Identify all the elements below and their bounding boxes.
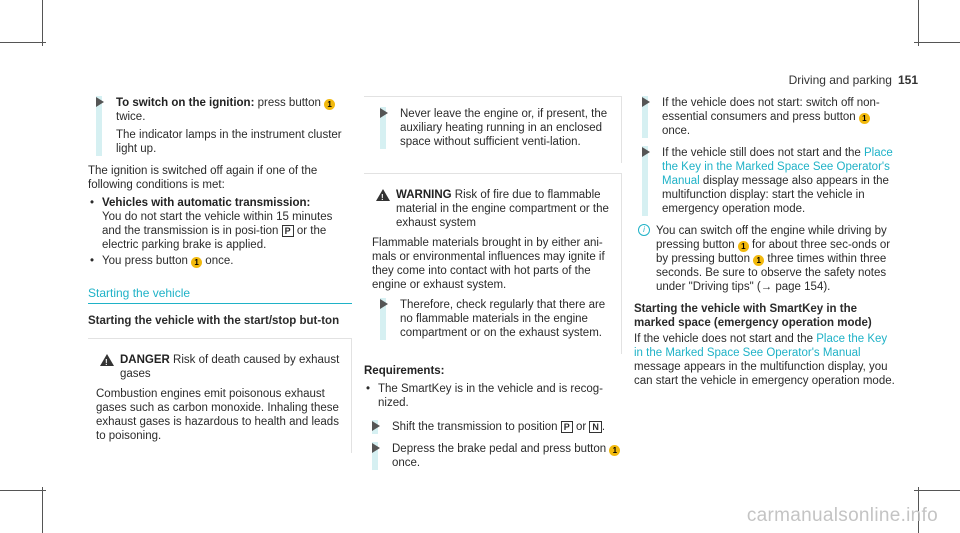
step-text: Never leave the engine or, if present, the auxiliary heating running in an enclosed space without sufficient venti-lation. (400, 108, 608, 148)
step-switch-on-ignition (88, 96, 352, 156)
step-text: once. (662, 125, 691, 137)
warning-body: Flammable materials brought in by either ani-mals or environmental influences may ignite if they come into contact with hot parts of the engine or exhaust system. (372, 237, 605, 291)
danger-box-continued (364, 96, 622, 163)
position-p-icon: P (282, 225, 294, 237)
bullet-text: once. (205, 255, 234, 267)
step-text: once. (392, 457, 421, 469)
button-1-icon: 1 (753, 255, 764, 266)
list-item (88, 254, 352, 268)
bullet-text: You press button (102, 255, 188, 267)
danger-box (88, 338, 352, 453)
info-text: You can switch off the engine while driving by pressing button (656, 225, 887, 251)
button-1-icon: 1 (738, 241, 749, 252)
step-text: Therefore, check regularly that there are no flammable materials in the engine compartment or on the exhaust system. (400, 299, 606, 339)
button-1-icon: 1 (609, 445, 620, 456)
bullet-text: or the electric parking brake is applied. (102, 225, 327, 251)
step-text: twice. (116, 111, 146, 123)
step-arrow-icon (642, 97, 650, 107)
step-text: press button (257, 97, 321, 109)
warning-triangle-icon (100, 354, 114, 366)
step-switch-off-consumers (634, 96, 896, 138)
column-1 (88, 96, 352, 453)
step-text: If the vehicle still does not start and the (662, 147, 861, 159)
button-1-icon: 1 (324, 99, 335, 110)
step-check-regularly (372, 298, 615, 340)
step-arrow-icon (372, 421, 380, 431)
button-1-icon: 1 (859, 113, 870, 124)
position-p-icon: P (561, 421, 573, 433)
warning-header (372, 188, 615, 230)
step-arrow-icon (372, 443, 380, 453)
body-text: If the vehicle does not start and the (634, 333, 814, 345)
warning-title: Risk of fire due to flammable material in the engine compartment or the exhaust system (396, 189, 609, 229)
step-text: The indicator lamps in the instrument cluster light up. (116, 129, 342, 155)
crop-mark (42, 0, 43, 46)
step-emergency-mode (634, 146, 896, 216)
page-number: 151 (897, 73, 918, 87)
info-text: for about three sec-onds or by pressing button (656, 239, 891, 265)
crop-mark (914, 42, 960, 43)
bullet-text: You do not start the vehicle within 15 minutes and the transmission is in posi-tion (102, 211, 333, 237)
button-1-icon: 1 (191, 257, 202, 268)
warning-label: WARNING (396, 189, 452, 201)
crop-mark (914, 490, 960, 491)
column-3 (634, 96, 896, 392)
step-arrow-icon (642, 147, 650, 157)
danger-body: Combustion engines emit poisonous exhaust gases such as carbon monoxide. Inhaling these exhaust gases is hazardous to health and leads to poisoning. (96, 388, 339, 442)
danger-header (96, 353, 345, 381)
body-text: message appears in the multifunction display, you can start the vehicle in emergency operation mode. (634, 361, 895, 387)
crop-mark (0, 42, 46, 43)
step-title: To switch on the ignition: (116, 97, 255, 109)
step-shift-transmission: Shift the transmission to position P or N . (364, 420, 622, 434)
step-text: Depress the brake pedal and press button (392, 443, 607, 455)
step-text: display message also appears in the multifunction display: start the vehicle in emergency operation mode. (662, 175, 889, 215)
section-title: Starting the vehicle (88, 286, 352, 304)
list-item (88, 196, 352, 252)
step-text: If the vehicle does not start: switch off non-essential consumers and press button (662, 97, 880, 123)
step-arrow-icon (96, 97, 104, 107)
step-text: Shift the transmission to position (392, 421, 558, 433)
step-arrow-icon (380, 108, 388, 118)
paragraph: The ignition is switched off again if one of the following conditions is met: (88, 165, 318, 191)
step-arrow-icon (380, 299, 388, 309)
crop-mark (918, 0, 919, 46)
step-depress-brake (364, 442, 622, 470)
step-text: or (575, 421, 587, 433)
danger-title: Risk of death caused by exhaust gases (120, 354, 340, 380)
danger-label: DANGER (120, 354, 170, 366)
crop-mark (42, 487, 43, 533)
page-header (789, 73, 918, 87)
bullet-title: Vehicles with automatic transmission: (102, 197, 311, 209)
watermark: carmanualsonline.info (746, 505, 938, 526)
bullet-text: The SmartKey is in the vehicle and is recog-nized. (378, 383, 603, 409)
warning-triangle-icon (376, 189, 390, 201)
crop-mark (0, 490, 46, 491)
display-message-link[interactable]: Place the Key in the Marked Space See Operator's Manual (634, 333, 888, 359)
subheading: Starting the vehicle with SmartKey in the marked space (emergency operation mode) (634, 303, 872, 329)
requirements-title: Requirements: (364, 365, 445, 377)
section-name: Driving and parking (788, 73, 892, 87)
position-n-icon: N (589, 421, 602, 433)
subheading: Starting the vehicle with the start/stop but-ton (88, 315, 340, 327)
info-text: three times within three seconds. Be sure to observe the safety notes under "Driving tips" (→ page 154). (656, 253, 887, 293)
info-note (634, 224, 896, 294)
column-2 (364, 96, 622, 478)
display-message-link[interactable]: Place the Key in the Marked Space See Operator's Manual (662, 147, 893, 187)
list-item (364, 382, 622, 410)
step-never-leave-engine (372, 107, 615, 149)
warning-box (364, 173, 622, 354)
info-icon: i (638, 224, 650, 236)
